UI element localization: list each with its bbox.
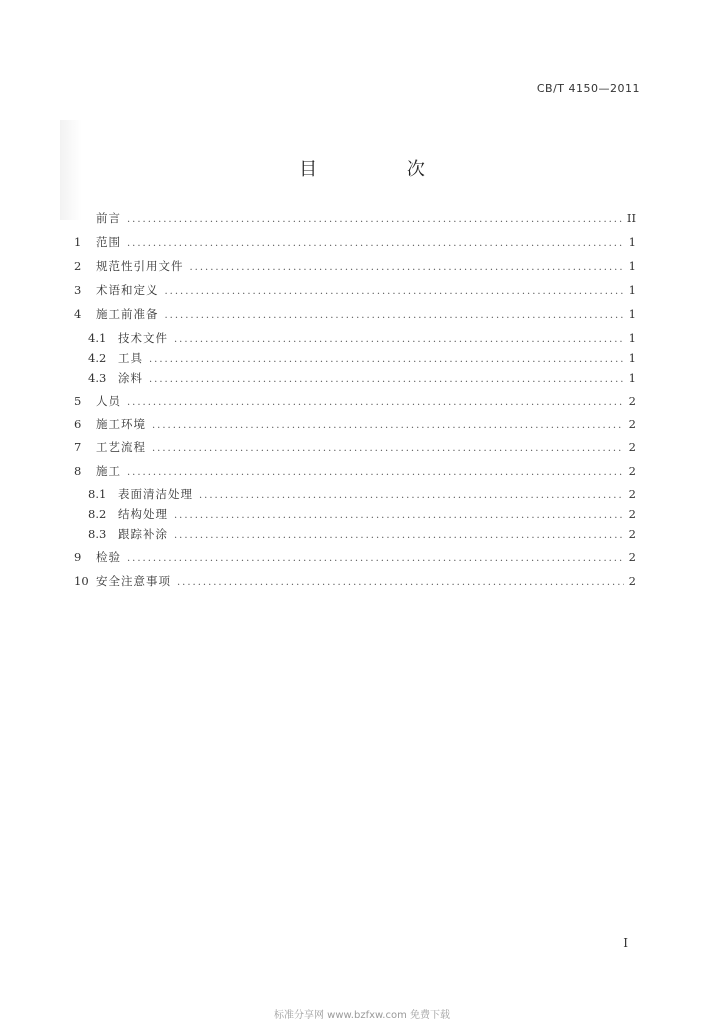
toc-entry-page: 2 [628,394,636,408]
toc-dot-leader [174,510,624,521]
toc-entry-page: 2 [628,527,636,541]
toc-entry[interactable] [74,210,636,228]
toc-entry[interactable] [74,439,636,457]
toc-entry-page: 1 [628,371,636,385]
toc-dot-leader [127,214,623,225]
toc-dot-leader [190,262,625,273]
toc-entry-number: 5 [74,394,82,408]
toc-entry-number: 4.2 [88,351,107,365]
toc-entry[interactable] [74,486,636,504]
toc-entry[interactable] [74,350,636,368]
toc-entry-page: 2 [628,550,636,564]
toc-entry-page: 2 [628,417,636,431]
toc-entry-page: II [626,211,636,225]
toc-dot-leader [149,354,624,365]
toc-entry-number: 2 [74,259,82,273]
toc-entry-label: 施工环境 [96,417,146,431]
toc-entry-label: 范围 [96,235,121,249]
toc-entry-page: 1 [628,351,636,365]
toc-entry-page: 1 [628,283,636,297]
toc-entry-label: 检验 [96,550,121,564]
toc-entry[interactable] [74,234,636,252]
toc-entry[interactable] [74,393,636,411]
toc-entry-number: 1 [74,235,82,249]
toc-dot-leader [199,490,624,501]
toc-entry-label: 施工前准备 [96,307,159,321]
toc-entry-page: 2 [628,440,636,454]
toc-entry-page: 2 [628,487,636,501]
toc-entry-label: 涂料 [118,371,143,385]
toc-entry-number: 10 [74,574,89,588]
toc-entry[interactable] [74,416,636,434]
toc-entry-page: 1 [628,331,636,345]
toc-entry[interactable] [74,282,636,300]
toc-entry[interactable] [74,506,636,524]
toc-entry[interactable] [74,549,636,567]
watermark-text: 标准分享网 www.bzfxw.com 免费下载 [274,1010,450,1021]
toc-entry-number: 8.2 [88,507,107,521]
toc-entry-page: 2 [628,464,636,478]
toc-entry-label: 安全注意事项 [96,574,171,588]
standard-code: CB/T 4150—2011 [536,82,640,95]
toc-entry-page: 2 [628,507,636,521]
toc-entry-number: 3 [74,283,82,297]
toc-entry-number: 4.3 [88,371,107,385]
toc-entry-number: 4.1 [88,331,107,345]
toc-dot-leader [127,238,624,249]
toc-entry-label: 前言 [96,211,121,225]
toc-dot-leader [127,467,624,478]
page-title: 目 次 [299,159,467,180]
toc-entry-number: 8.3 [88,527,107,541]
toc-entry-page: 1 [628,307,636,321]
toc-entry-number: 9 [74,550,82,564]
toc-entry-label: 技术文件 [118,331,168,345]
toc-entry-number: 7 [74,440,82,454]
toc-entry-label: 工具 [118,351,143,365]
toc-entry-number: 4 [74,307,82,321]
toc-entry[interactable] [74,463,636,481]
toc-entry-label: 规范性引用文件 [96,259,184,273]
toc-entry-label: 结构处理 [118,507,168,521]
toc-dot-leader [149,374,624,385]
toc-entry-page: 1 [628,235,636,249]
toc-entry-page: 2 [628,574,636,588]
toc-entry-label: 工艺流程 [96,440,146,454]
toc-dot-leader [174,530,624,541]
toc-entry-page: 1 [628,259,636,273]
toc-entry-number: 8.1 [88,487,107,501]
toc-entry-label: 施工 [96,464,121,478]
toc-dot-leader [165,286,625,297]
toc-entry-number: 6 [74,417,82,431]
toc-entry[interactable] [74,526,636,544]
toc-entry-label: 人员 [96,394,121,408]
toc-entry-number: 8 [74,464,82,478]
toc-entry[interactable] [74,330,636,348]
toc-dot-leader [177,577,624,588]
toc-dot-leader [127,553,624,564]
toc-entry[interactable] [74,573,636,591]
toc-dot-leader [152,443,624,454]
toc-dot-leader [174,334,624,345]
toc-entry[interactable] [74,370,636,388]
toc-entry[interactable] [74,258,636,276]
toc-dot-leader [165,310,625,321]
toc-entry-label: 表面清洁处理 [118,487,193,501]
toc-dot-leader [127,397,624,408]
toc-dot-leader [152,420,624,431]
toc-entry[interactable] [74,306,636,324]
toc-entry-label: 术语和定义 [96,283,159,297]
page-number: I [623,936,628,950]
toc-entry-label: 跟踪补涂 [118,527,168,541]
